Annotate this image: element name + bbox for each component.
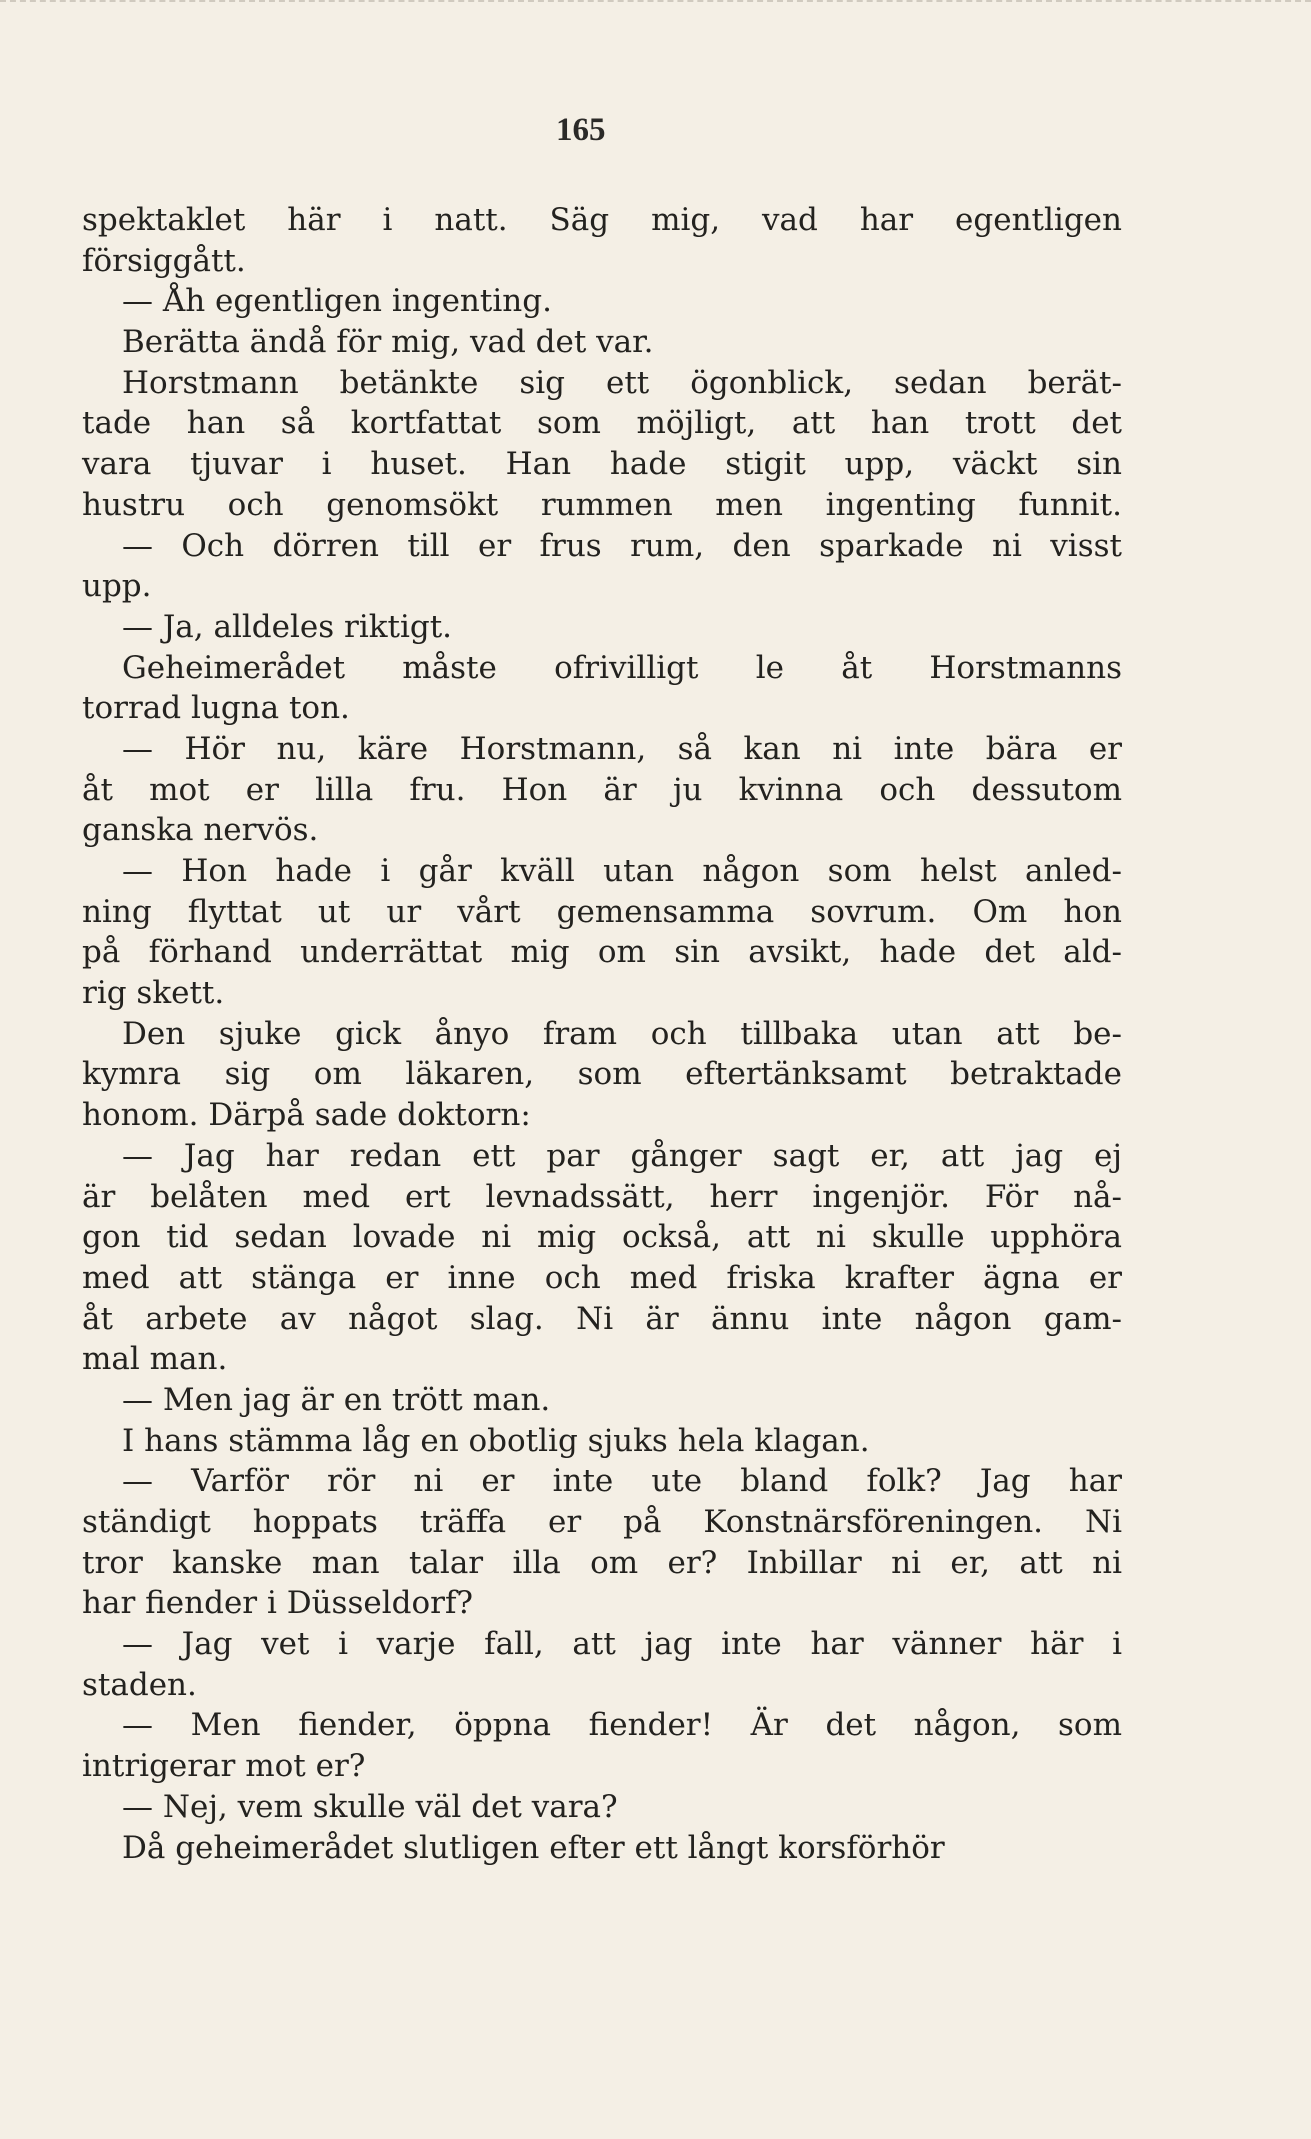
text-line: hustru och genomsökt rummen men ingenting funnit. <box>82 486 1122 523</box>
text-line: kymra sig om läkaren, som eftertänksamt betraktade <box>82 1056 1122 1093</box>
text-line: — Och dörren till er frus rum, den sparkade ni visst <box>122 527 1122 564</box>
text-line: — Hon hade i går kväll utan någon som helst anled- <box>122 853 1122 889</box>
body-text <box>82 200 1122 1868</box>
text-line: honom. Därpå sade doktorn: <box>82 1097 531 1134</box>
text-line: Horstmann betänkte sig ett ögonblick, sedan berät- <box>122 364 1122 401</box>
page-number: 165 <box>556 112 606 148</box>
text-line: — Nej, vem skulle väl det vara? <box>122 1788 618 1825</box>
text-line: rig skett. <box>82 975 225 1012</box>
text-line: intrigerar mot er? <box>82 1748 366 1785</box>
text-line: åt mot er lilla fru. Hon är ju kvinna och dessutom <box>82 771 1122 808</box>
text-line: — Jag har redan ett par gånger sagt er, att jag ej <box>122 1137 1122 1174</box>
text-line: — Hör nu, käre Horstmann, så kan ni inte bära er <box>122 730 1122 767</box>
text-line: gon tid sedan lovade ni mig också, att ni skulle upphöra <box>82 1219 1122 1256</box>
text-line: försiggått. <box>82 242 246 279</box>
text-line: Den sjuke gick ånyo fram och tillbaka utan att be- <box>122 1015 1122 1052</box>
text-line: staden. <box>82 1666 197 1703</box>
text-line: ning flyttat ut ur vårt gemensamma sovrum. Om hon <box>82 893 1122 930</box>
text-line: mal man. <box>82 1341 228 1378</box>
text-line: tror kanske man talar illa om er? Inbillar ni er, att ni <box>82 1544 1122 1581</box>
text-line: — Åh egentligen ingenting. <box>122 283 552 320</box>
text-line: är belåten med ert levnadssätt, herr ingenjör. För nå- <box>82 1178 1122 1215</box>
text-line: — Ja, alldeles riktigt. <box>122 608 453 645</box>
text-line: Berätta ändå för mig, vad det var. <box>122 324 654 361</box>
text-line: åt arbete av något slag. Ni är ännu inte någon gam- <box>82 1300 1122 1337</box>
text-line: — Men jag är en trött man. <box>122 1381 551 1418</box>
text-line: ganska nervös. <box>82 812 319 849</box>
text-line: torrad lugna ton. <box>82 690 350 727</box>
text-line: vara tjuvar i huset. Han hade stigit upp, väckt sin <box>82 446 1122 483</box>
page-top-edge <box>0 0 1311 12</box>
text-line: — Men fiender, öppna fiender! Är det någon, som <box>122 1707 1122 1744</box>
text-line: tade han så kortfattat som möjligt, att han trott det <box>82 405 1122 442</box>
text-line: Då geheimerådet slutligen efter ett långt korsförhör <box>122 1829 945 1866</box>
text-line: I hans stämma låg en obotlig sjuks hela klagan. <box>122 1422 870 1459</box>
text-line: — Varför rör ni er inte ute bland folk? Jag har <box>122 1463 1122 1500</box>
text-line: på förhand underrättat mig om sin avsikt, hade det ald- <box>82 934 1122 971</box>
text-line: spektaklet här i natt. Säg mig, vad har egentligen <box>82 202 1122 238</box>
text-line: med att stänga er inne och med friska krafter ägna er <box>82 1259 1122 1296</box>
text-line: Geheimerådet måste ofrivilligt le åt Horstmanns <box>122 649 1122 686</box>
text-line: har fiender i Düsseldorf? <box>82 1585 474 1622</box>
text-line: — Jag vet i varje fall, att jag inte har vänner här i <box>122 1626 1122 1663</box>
text-line: upp. <box>82 568 152 605</box>
text-line: ständigt hoppats träffa er på Konstnärsföreningen. Ni <box>82 1504 1122 1540</box>
